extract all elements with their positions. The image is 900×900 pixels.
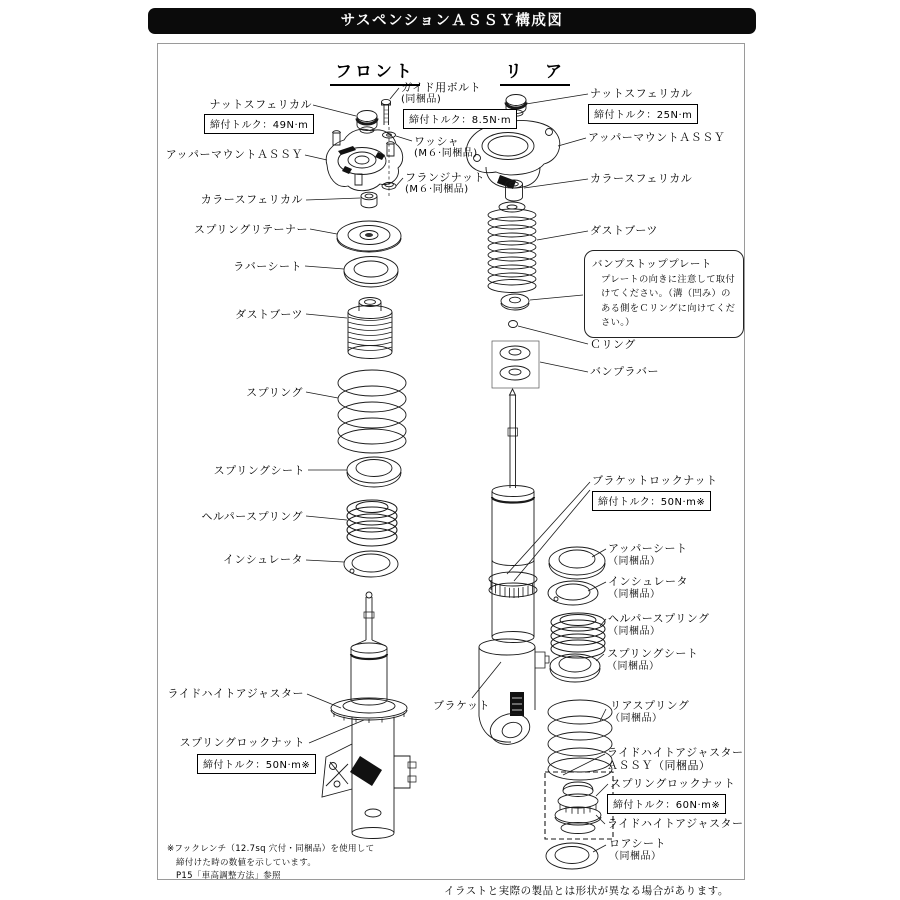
label-c-ring: Ｃリング	[590, 338, 636, 351]
label-front-ride-height-adjuster: ライドハイトアジャスター	[167, 687, 304, 700]
label-lower-seat-sub: （同梱品）	[609, 851, 662, 862]
bump-stop-plate-callout	[584, 250, 744, 338]
label-front-collar: カラースフェリカル	[200, 193, 303, 206]
label-flange-nut: フランジナット	[405, 171, 486, 184]
label-front-upper-mount: アッパーマウントＡＳＳＹ	[165, 148, 303, 161]
front-column-header: フロント	[330, 57, 420, 86]
label-lower-seat: ロアシート	[609, 837, 667, 850]
bottom-caption: イラストと実際の製品とは形状が異なる場合があります。	[444, 885, 729, 897]
label-bump-rubber: バンプラバー	[590, 365, 659, 378]
label-rear-upper-mount: アッパーマウントＡＳＳＹ	[588, 131, 726, 144]
torque-rear-nut: 締付トルク：25N·m	[588, 104, 698, 124]
torque-bracket-lock-nut: 締付トルク：50N·m※	[592, 491, 711, 511]
label-rear-upper-seat-sub: （同梱品）	[608, 556, 661, 567]
label-rear-insulator-sub: （同梱品）	[608, 589, 661, 600]
label-rear-upper-seat: アッパーシート	[608, 542, 688, 555]
label-adjuster-assy-line2: ＡＳＳＹ（同梱品）	[607, 759, 711, 772]
label-rear-insulator: インシュレータ	[608, 575, 689, 588]
label-adjuster-assy-line1: ライドハイトアジャスター	[607, 746, 744, 759]
label-rear-spring: リアスプリング	[610, 699, 690, 712]
footnote-line3: P15「車高調整方法」参照	[176, 871, 281, 882]
torque-rear-spring-lock-nut: 締付トルク：60N·m※	[607, 794, 726, 814]
torque-front-spring-lock-nut: 締付トルク：50N·m※	[197, 754, 316, 774]
label-front-spring-lock-nut: スプリングロックナット	[179, 736, 305, 749]
bump-stop-plate-note: プレートの向きに注意して取付けてください。（溝（凹み）のある側をＣリングに向けてください。）	[601, 274, 736, 329]
label-front-spring: スプリング	[246, 386, 303, 399]
label-rear-dust-boot: ダストブーツ	[590, 224, 658, 237]
label-rubber-sheet: ラバーシート	[233, 260, 302, 273]
label-rear-helper-spring-sub: （同梱品）	[608, 626, 661, 637]
label-front-insulator: インシュレータ	[222, 553, 303, 566]
torque-footnote	[167, 843, 374, 884]
footnote-line1: ※フックレンチ（12.7sq 穴付・同梱品）を使用して	[167, 844, 375, 854]
label-rear-nut-spherical: ナットスフェリカル	[590, 87, 693, 100]
torque-front-nut: 締付トルク：49N·m	[204, 114, 314, 134]
label-rear-spring-sub: （同梱品）	[610, 713, 663, 724]
label-washer-sub: (М６·同梱品)	[414, 148, 478, 159]
rear-column-header: リ ア	[500, 57, 570, 86]
label-rear-spring-seat-sub: （同梱品）	[607, 661, 660, 672]
label-bracket-lock-nut: ブラケットロックナット	[592, 474, 718, 487]
label-rear-spring-seat: スプリングシート	[607, 647, 699, 660]
label-spring-retainer: スプリングリテーナー	[193, 223, 308, 236]
label-flange-nut-sub: (М６·同梱品)	[405, 184, 469, 195]
footnote-line2: 締付けた時の数値を示しています。	[176, 857, 317, 868]
label-bracket: ブラケット	[433, 699, 490, 712]
label-guide-bolt: ガイド用ボルト	[401, 81, 482, 94]
label-rear-collar: カラースフェリカル	[590, 172, 693, 185]
label-rear-spring-lock-nut: スプリングロックナット	[610, 777, 736, 790]
torque-guide-bolt: 締付トルク：8.5N·m	[403, 109, 517, 129]
bump-stop-plate-title: バンプストッププレート	[592, 258, 712, 270]
label-rear-helper-spring: ヘルパースプリング	[608, 612, 710, 625]
label-washer: ワッシャ	[414, 135, 460, 148]
label-front-spring-seat: スプリングシート	[213, 464, 305, 477]
label-rear-ride-height-adjuster: ライドハイトアジャスター	[607, 817, 744, 830]
label-front-nut-spherical: ナットスフェリカル	[209, 98, 312, 111]
label-front-helper-spring: ヘルパースプリング	[201, 510, 303, 523]
label-guide-bolt-sub: (同梱品)	[401, 94, 442, 105]
page-title: サスペンションＡＳＳＹ構成図	[148, 8, 756, 34]
label-front-dust-boot: ダストブーツ	[235, 308, 303, 321]
